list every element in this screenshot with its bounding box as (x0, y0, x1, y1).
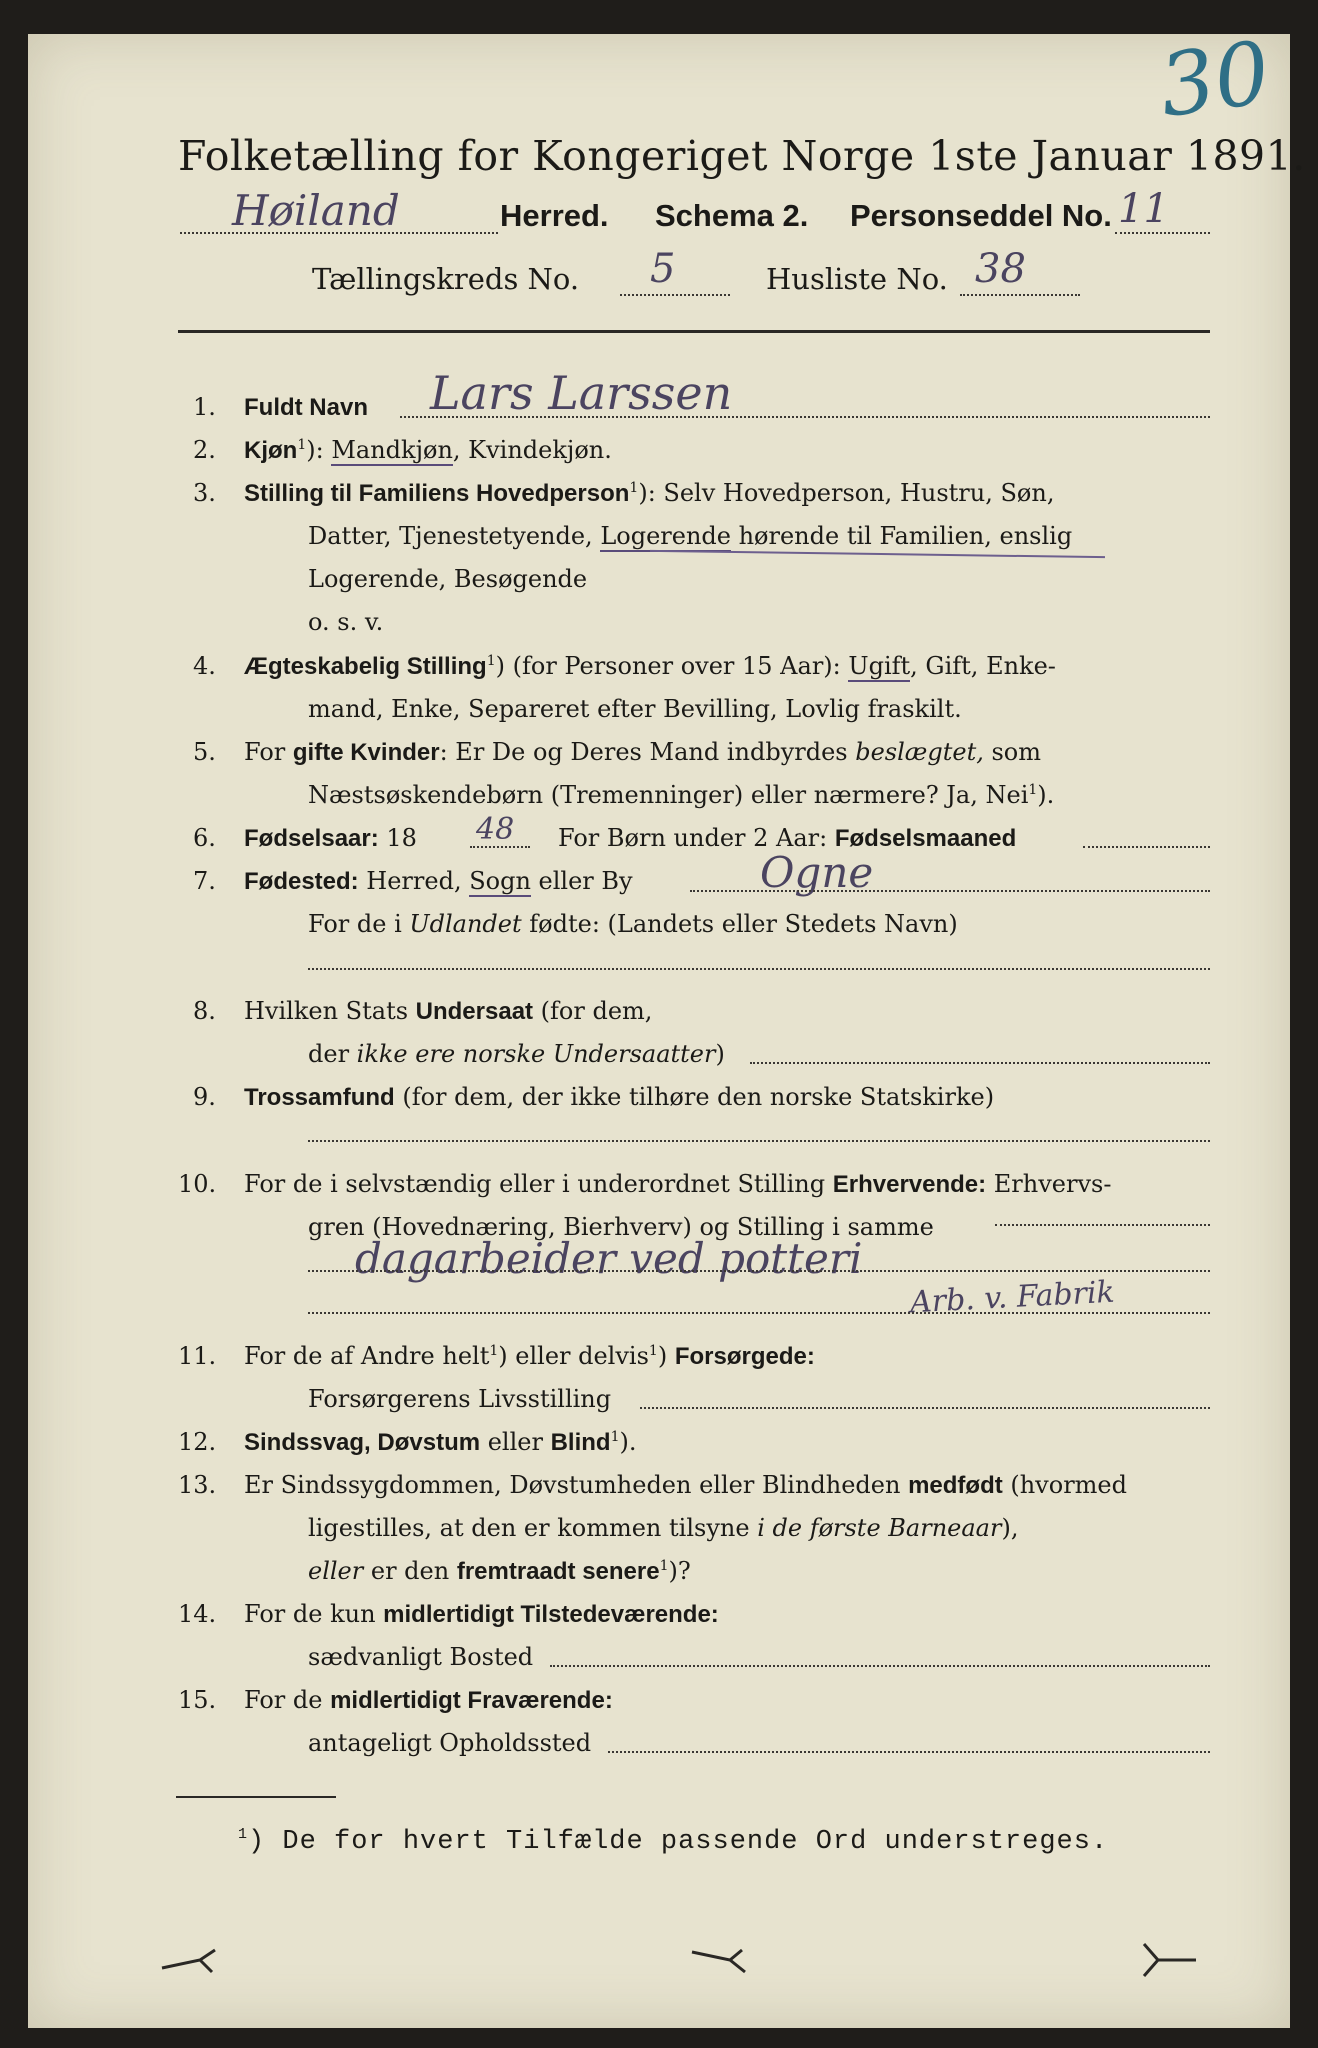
medfodt-label: medfødt (908, 1472, 1003, 1499)
medfodt-eller: eller (308, 1557, 364, 1585)
forsorg-text-b: ) eller delvis (498, 1342, 649, 1370)
item-5-line-2: Næstsøskendebørn (Tremenninger) eller nærmere? Ja, Nei$^1$). (308, 781, 1055, 809)
item-8-line-2 (308, 1040, 725, 1068)
item-10-number: 10. (178, 1170, 217, 1198)
kjon-text-c: , Kvindekjøn. (452, 436, 612, 464)
husliste-dotline (960, 294, 1080, 296)
fremtraadt-sup: 1 (659, 1558, 669, 1574)
item-11-line-1 (244, 1342, 815, 1371)
item-4-line-1 (244, 652, 1056, 681)
form-title: Folketælling for Kongeriget Norge 1ste Januar 1891. (178, 132, 1306, 180)
erhverv-text-a: For de i selvstændig eller i underordnet Stilling (244, 1170, 833, 1198)
gifte-text-a: For (244, 738, 293, 766)
medfodt-text-3c: )? (668, 1557, 691, 1585)
forsorg-text-c: ) (657, 1342, 675, 1370)
sindssvag-text: eller (480, 1428, 551, 1456)
item-13-line-2 (308, 1514, 1018, 1542)
stats-text-b: (for dem, (533, 997, 653, 1025)
kreds-label: Tællingskreds No. (312, 262, 580, 296)
erhvervende-label: Erhvervende: (832, 1171, 987, 1198)
item-9-number: 9. (193, 1083, 216, 1111)
sindssvag-label: Sindssvag, Døvstum (244, 1429, 481, 1456)
item-13-line-3 (308, 1557, 691, 1586)
fodselsmaaned-label: Fødselsmaaned (834, 825, 1017, 852)
item-15-line-1 (244, 1686, 613, 1715)
fodested-value: Ogne (760, 848, 874, 897)
stilling-text-2a: Datter, Tjenestetyende, (308, 522, 601, 550)
kjon-mandkjon: Mandkjøn (331, 436, 453, 464)
personseddel-value: 11 (1118, 186, 1169, 232)
stilling-text-2c: hørende til Familien, enslig (730, 522, 1073, 550)
item-6-line (244, 824, 417, 853)
medfodt-text-3b: er den (363, 1557, 457, 1585)
undersaat-dotline (750, 1062, 1210, 1064)
item-6-number: 6. (193, 824, 216, 852)
footnote-mark: 1 (238, 1826, 249, 1843)
item-2-line (244, 436, 612, 465)
fuldt-navn-value: Lars Larssen (430, 366, 733, 420)
aegteskab-text-1a: ) (for Personer over 15 Aar): (495, 652, 849, 680)
erhverv-dotline-3 (308, 1312, 1210, 1314)
kreds-value: 5 (650, 246, 676, 292)
erhverv-dotline-1 (995, 1224, 1210, 1226)
fuldt-navn-label: Fuldt Navn (244, 394, 368, 421)
item-8-number: 8. (193, 997, 216, 1025)
trossamfund-label: Trossamfund (244, 1084, 395, 1111)
kjon-label: Kjøn (244, 437, 298, 464)
census-form-page (28, 34, 1290, 2028)
item-14-line-2: sædvanligt Bosted (308, 1643, 534, 1671)
kreds-dotline (620, 294, 730, 296)
aegteskab-label: Ægteskabelig Stilling (244, 653, 487, 680)
aegteskab-ugift: Ugift (848, 652, 911, 680)
fodested-text-c: eller By (530, 867, 633, 895)
erhverv-value-2: Arb. v. Fabrik (909, 1274, 1116, 1321)
erhverv-value-1: dagarbeider ved potteri (355, 1234, 863, 1283)
forsorger-dotline (640, 1407, 1210, 1409)
ornament-right (1140, 1940, 1200, 1980)
undersaat-label: Undersaat (415, 998, 534, 1025)
item-7-line-2 (308, 910, 958, 938)
item-5-number: 5. (193, 738, 216, 766)
stilling-text-1: ): Selv Hovedperson, Hustru, Søn, (638, 479, 1055, 507)
gifte-beslaegtet: beslægtet, (855, 738, 984, 766)
udland-word: Udlandet (409, 910, 522, 938)
aegteskab-text-1c: , Gift, Enke- (910, 652, 1056, 680)
forsorg-text-a: For de af Andre helt (244, 1342, 490, 1370)
item-14-number: 14. (178, 1600, 217, 1628)
item-1-dotline (400, 416, 1210, 418)
kjon-sup: 1 (297, 437, 307, 453)
born-text: For Børn under 2 Aar: (558, 824, 835, 852)
item-3-line-1 (244, 479, 1054, 508)
herred-value: Høiland (232, 186, 400, 235)
item-14-line-1 (244, 1600, 719, 1629)
fodested-dotline (690, 890, 1210, 892)
trossamfund-dotline (308, 1140, 1210, 1142)
fodested-sogn: Sogn (469, 867, 531, 895)
fravaer-text-a: For de (244, 1686, 331, 1714)
gifte-text-b: : Er De og Deres Mand indbyrdes (439, 738, 856, 766)
gifte-text-2: Næstsøskendebørn (Tremenninger) eller nærmere? Ja, Nei (308, 781, 1029, 809)
stats-text-2b: ikke ere norske Undersaatter (356, 1040, 716, 1068)
fodselsaar-label: Fødselsaar: (244, 825, 379, 852)
udland-dotline (308, 968, 1210, 970)
medfodt-text-b: (hvormed (1002, 1471, 1127, 1499)
forsorg-sup-2: 1 (648, 1343, 658, 1359)
blind-label: Blind (550, 1429, 611, 1456)
fodselsaar-value: 48 (476, 812, 515, 847)
fodested-text-a: Herred, (358, 867, 470, 895)
schema-label: Schema 2. (655, 198, 809, 233)
footnote (238, 1826, 1108, 1857)
blind-sup: 1 (610, 1429, 620, 1445)
item-5-line-1 (244, 738, 1041, 767)
item-7-line-1 (244, 867, 633, 896)
medfodt-text-2c: ), (1001, 1514, 1019, 1542)
item-3-line-4: o. s. v. (308, 608, 384, 636)
footnote-text: ) De for hvert Tilfælde passende Ord understreges. (248, 1827, 1109, 1857)
erhverv-text-b: Erhvervs- (986, 1170, 1112, 1198)
item-2-number: 2. (193, 436, 216, 464)
item-3-line-2 (308, 522, 1072, 550)
medfodt-text-a: Er Sindssygdommen, Døvstumheden eller Blindheden (244, 1471, 909, 1499)
header-rule (178, 330, 1210, 333)
fremtraadt-label: fremtraadt senere (456, 1558, 660, 1585)
ornament-left (160, 1948, 220, 1978)
stilling-label: Stilling til Familiens Hovedperson (244, 480, 630, 507)
kjon-text-a: ): (306, 436, 332, 464)
item-13-line-1 (244, 1471, 1127, 1500)
medfodt-text-2a: ligestilles, at den er kommen tilsyne (308, 1514, 758, 1542)
forsorg-sup-1: 1 (489, 1343, 499, 1359)
udland-text-c: fødte: (Landets eller Stedets Navn) (521, 910, 958, 938)
fravaer-label: midlertidigt Fraværende: (330, 1687, 613, 1714)
aegteskab-sup: 1 (486, 653, 496, 669)
stilling-sup: 1 (629, 480, 639, 496)
stats-text-2a: der (308, 1040, 357, 1068)
item-4-number: 4. (193, 652, 216, 680)
trossamfund-text: (for dem, der ikke tilhøre den norske Statskirke) (394, 1083, 995, 1111)
item-1-line (244, 393, 368, 422)
opholdssted-dotline (608, 1751, 1210, 1753)
fodested-label: Fødested: (244, 868, 359, 895)
item-8-line-1 (244, 997, 652, 1026)
fodselsaar-dotline (470, 846, 530, 848)
item-12-number: 12. (178, 1428, 217, 1456)
udland-text-a: For de i (308, 910, 410, 938)
footnote-rule (176, 1796, 336, 1798)
gifte-label: gifte Kvinder (292, 739, 440, 766)
gifte-sup: 1 (1028, 782, 1038, 798)
item-15-number: 15. (178, 1686, 217, 1714)
item-15-line-2: antageligt Opholdssted (308, 1729, 592, 1757)
item-9-line (244, 1083, 994, 1112)
medfodt-text-2b: i de første Barneaar (757, 1514, 1002, 1542)
ornament-center (690, 1946, 750, 1976)
item-13-number: 13. (178, 1471, 217, 1499)
fodselsaar-prefix: 18 (378, 824, 417, 852)
tilstede-text-a: For de kun (244, 1600, 384, 1628)
stats-text-a: Hvilken Stats (244, 997, 416, 1025)
item-4-line-2: mand, Enke, Separeret efter Bevilling, Lovlig fraskilt. (308, 695, 962, 723)
personseddel-label: Personseddel No. (850, 198, 1112, 233)
item-11-line-2: Forsørgerens Livsstilling (308, 1385, 612, 1413)
item-7-number: 7. (193, 867, 216, 895)
item-10-line-1 (244, 1170, 1111, 1199)
erhverv-dotline-2 (308, 1270, 1210, 1272)
fodselsmaaned-dotline (1083, 846, 1210, 848)
husliste-value: 38 (975, 246, 1026, 292)
tilstede-label: midlertidigt Tilstedeværende: (383, 1601, 719, 1628)
stilling-logerende: Logerende (600, 522, 731, 550)
item-11-number: 11. (178, 1342, 217, 1370)
corner-number: 30 (1153, 22, 1276, 138)
item-3-line-3: Logerende, Besøgende (308, 565, 588, 593)
personseddel-dotline (1115, 232, 1210, 234)
item-10-line-2: gren (Hovednæring, Bierhverv) og Stilling i samme (308, 1213, 934, 1241)
forsorgede-label: Forsørgede: (674, 1343, 815, 1370)
herred-label: Herred. (500, 198, 609, 233)
gifte-text-d: som (983, 738, 1041, 766)
stats-text-2c: ) (715, 1040, 725, 1068)
item-12-line: Sindssvag, Døvstum eller Blind$^1$). (244, 1428, 637, 1456)
bosted-dotline (550, 1665, 1210, 1667)
husliste-label: Husliste No. (766, 262, 948, 296)
item-1-number: 1. (193, 393, 216, 421)
item-3-number: 3. (193, 479, 216, 507)
